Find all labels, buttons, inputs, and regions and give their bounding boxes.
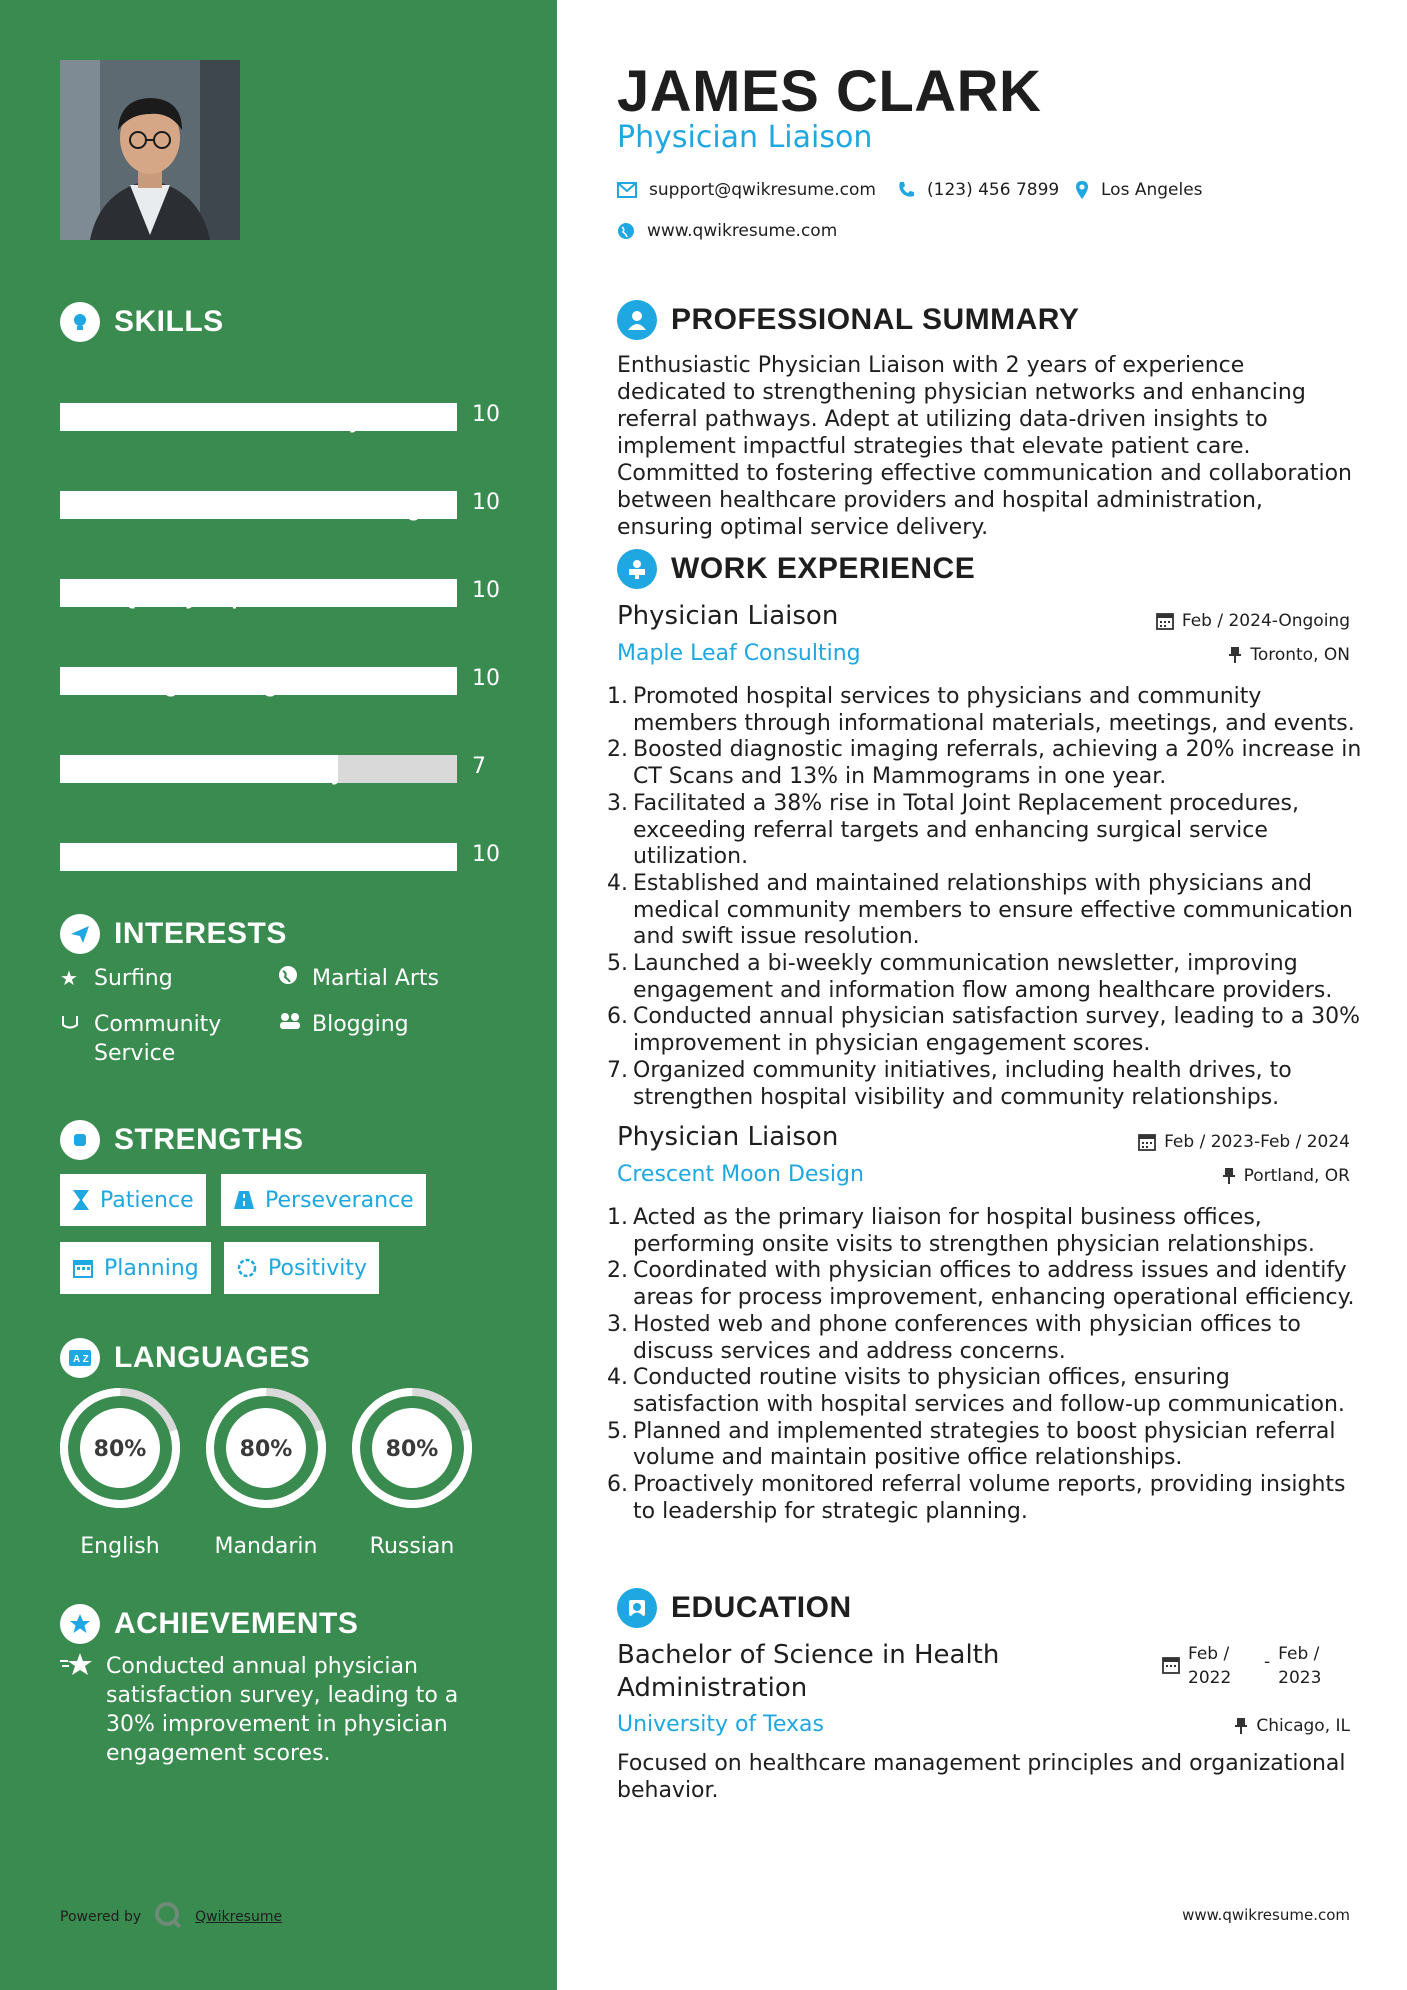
globe-icon: [278, 964, 302, 993]
job-dates-text: Feb / 2023-Feb / 2024: [1164, 1132, 1350, 1152]
svg-text:A Z: A Z: [73, 1354, 89, 1365]
interest-label: Surfing: [94, 966, 173, 991]
contact-phone: [897, 180, 1059, 200]
paper-plane-icon: [60, 914, 100, 954]
education-location-text: Chicago, IL: [1256, 1716, 1350, 1736]
star-icon: [60, 1652, 94, 1768]
skill-value: 10: [472, 490, 500, 515]
achievement-text: Conducted annual physician satisfaction survey, leading to a 30% improvement in physician engagement scores.: [106, 1654, 459, 1766]
strength-chip: [224, 1242, 379, 1294]
bullet-text: Established and maintained relationships with physicians and medical community members to ensure effective communication and swift issue resolution.: [633, 870, 1353, 950]
interest-item: [278, 1010, 478, 1039]
bullet-text: Proactively monitored referral volume reports, providing insights to leadership for strategic planning.: [633, 1472, 1346, 1524]
pushpin-icon: [1234, 1717, 1248, 1735]
skill-bar-fill: [60, 667, 457, 695]
bullet-text: Boosted diagnostic imaging referrals, achieving a 20% increase in CT Scans and 13% in Mammograms in one year.: [633, 737, 1362, 790]
pushpin-icon: [1228, 646, 1242, 664]
strengths-heading: [60, 1120, 304, 1160]
strength-chip: [60, 1174, 206, 1226]
skill-bar-fill: [60, 755, 338, 783]
star-icon: ★: [60, 966, 78, 990]
strength-label: Patience: [100, 1187, 194, 1213]
bullet-text: Conducted routine visits to physician offices, ensuring satisfaction with hospital services and follow-up communication.: [633, 1365, 1345, 1417]
bullet-text: Conducted annual physician satisfaction survey, leading to a 30% improvement in physician engagement scores.: [633, 1004, 1361, 1057]
bullet-text: Promoted hospital services to physicians and community members through informational materials, meetings, and events.: [633, 684, 1355, 736]
list-item: 1. Promoted hospital services to physicians and community members through informational materials, meetings, and events.: [607, 684, 1362, 737]
pushpin-icon: [1222, 1167, 1236, 1185]
qwikresume-link[interactable]: Qwikresume: [195, 1909, 283, 1925]
powered-label: Powered by: [60, 1909, 142, 1925]
language-item: [58, 1386, 182, 1559]
phone-icon: [897, 181, 915, 199]
location-text: Los Angeles: [1101, 180, 1203, 200]
list-item: 2. Boosted diagnostic imaging referrals, achieving a 20% increase in CT Scans and 13% in Mammograms in one year.: [607, 737, 1362, 790]
strengths-title: STRENGTHS: [114, 1123, 304, 1156]
calendar-icon: [1156, 612, 1174, 630]
bullet-text: Coordinated with physician offices to address issues and identify areas for process improvement, enhancing operational efficiency.: [633, 1258, 1355, 1311]
job-location-text: Toronto, ON: [1250, 645, 1350, 665]
list-item: 5. Launched a bi-weekly communication newsletter, improving engagement and information flow among healthcare providers.: [607, 951, 1362, 1004]
job-location: [1228, 645, 1350, 665]
skill-bar: [60, 843, 457, 871]
calendar-icon: [1138, 1133, 1156, 1151]
list-item: 2. Coordinated with physician offices to address issues and identify areas for process improvement, enhancing operational efficiency.: [607, 1258, 1362, 1311]
calendar-icon: [72, 1257, 94, 1279]
school-name: University of Texas: [617, 1712, 824, 1737]
education-location: [1234, 1716, 1350, 1736]
interest-label: Martial Arts: [312, 966, 440, 991]
candidate-name: JAMES CLARK: [617, 59, 1042, 124]
language-ring: [350, 1386, 474, 1510]
education-end: Feb / 2023: [1278, 1644, 1322, 1688]
main-content: [557, 0, 1407, 1990]
language-name: English: [80, 1534, 160, 1559]
skill-bar: [60, 579, 457, 607]
skill-bar-fill: [60, 491, 457, 519]
globe-icon: [617, 222, 635, 240]
website-text[interactable]: www.qwikresume.com: [647, 221, 838, 241]
job-dates: [1156, 611, 1350, 631]
list-item: 5. Planned and implemented strategies to boost physician referral volume and maintain positive office relationships.: [607, 1419, 1362, 1472]
star-badge-icon: [60, 1604, 100, 1644]
skill-bar-fill: [60, 403, 457, 431]
language-percent: 80%: [239, 1437, 293, 1462]
skill-bar-fill: [60, 579, 457, 607]
interests-heading: [60, 914, 287, 954]
language-ring: [58, 1386, 182, 1510]
contact-location: [1075, 180, 1203, 200]
translate-icon: [60, 1338, 100, 1378]
education-heading: [617, 1588, 852, 1628]
language-name: Mandarin: [214, 1534, 318, 1559]
job-dates-text: Feb / 2024-Ongoing: [1181, 611, 1350, 631]
language-item: [204, 1386, 328, 1559]
interest-label: Blogging: [312, 1012, 409, 1037]
skill-bar: [60, 755, 457, 783]
profile-photo: [60, 60, 240, 240]
bullet-text: Organized community initiatives, including health drives, to strengthen hospital visibility and community relationships.: [633, 1057, 1292, 1110]
bullet-text: Hosted web and phone conferences with physician offices to discuss services and address concerns.: [633, 1311, 1301, 1364]
contact-website: [617, 221, 837, 241]
list-item: 1. Acted as the primary liaison for hospital business offices, performing onsite visits to strengthen physician relationships.: [607, 1205, 1362, 1258]
heart-hand-icon: [60, 1010, 84, 1068]
skill-bar: [60, 403, 457, 431]
strength-chip: [60, 1242, 211, 1294]
briefcase-user-icon: [617, 549, 657, 589]
languages-heading: [60, 1338, 310, 1378]
job-company: Maple Leaf Consulting: [617, 641, 861, 666]
phone-text: (123) 456 7899: [927, 180, 1060, 200]
interest-label: Community Service: [94, 1012, 222, 1066]
job-company: Crescent Moon Design: [617, 1162, 864, 1187]
language-name: Russian: [369, 1534, 455, 1559]
strength-label: Positivity: [268, 1255, 368, 1281]
skill-value: 10: [472, 666, 500, 691]
list-item: 6. Proactively monitored referral volume reports, providing insights to leadership for strategic planning.: [607, 1472, 1362, 1525]
summary-heading: [617, 300, 1079, 340]
job-bullets: [607, 1205, 1362, 1525]
candidate-role: Physician Liaison: [617, 120, 873, 155]
powered-by: [60, 1900, 282, 1934]
users-icon: [278, 1010, 302, 1039]
skill-value: 10: [472, 842, 500, 867]
education-start: Feb / 2022: [1188, 1644, 1232, 1688]
achievement-item: [60, 1652, 500, 1768]
list-item: 4. Established and maintained relationships with physicians and medical community members to ensure effective communication and swift issue resolution.: [607, 871, 1362, 951]
skill-value: 7: [472, 754, 486, 779]
road-icon: [233, 1190, 255, 1210]
skill-value: 10: [472, 402, 500, 427]
job-title: Physician Liaison: [617, 601, 839, 631]
languages-title: LANGUAGES: [114, 1341, 311, 1374]
list-item: 7. Organized community initiatives, including health drives, to strengthen hospital visibility and community relationships.: [607, 1058, 1362, 1111]
bullet-text: Launched a bi-weekly communication newsletter, improving engagement and information flow among healthcare providers.: [633, 951, 1333, 1003]
skill-bar: [60, 491, 457, 519]
skills-heading: [60, 302, 224, 342]
education-title: EDUCATION: [671, 1591, 852, 1624]
graduate-icon: [617, 1588, 657, 1628]
strength-chip: [221, 1174, 426, 1226]
experience-heading: [617, 549, 975, 589]
skill-bar: [60, 667, 457, 695]
job-title: Physician Liaison: [617, 1122, 839, 1152]
email-text[interactable]: support@qwikresume.com: [649, 180, 876, 200]
sun-icon: [236, 1257, 258, 1279]
list-item: 3. Facilitated a 38% rise in Total Joint Replacement procedures, exceeding referral targets and enhancing surgical service utilization.: [607, 791, 1362, 871]
calendar-icon: [1162, 1656, 1180, 1674]
qwikresume-logo-icon: [153, 1900, 183, 1934]
language-ring: [204, 1386, 328, 1510]
strength-label: Perseverance: [265, 1187, 414, 1213]
achievements-heading: [60, 1604, 358, 1644]
skill-value: 10: [472, 578, 500, 603]
interest-item: [60, 1010, 250, 1068]
language-percent: 80%: [385, 1437, 439, 1462]
contact-email: [617, 180, 876, 200]
strength-label: Planning: [104, 1255, 199, 1281]
education-dates: [1162, 1642, 1328, 1690]
list-item: 3. Hosted web and phone conferences with physician offices to discuss services and address concerns.: [607, 1312, 1362, 1365]
language-percent: 80%: [93, 1437, 147, 1462]
footer-url[interactable]: www.qwikresume.com: [1182, 1906, 1350, 1924]
interest-item: [60, 964, 260, 993]
education-description: Focused on healthcare management principles and organizational behavior.: [617, 1751, 1346, 1803]
language-item: [350, 1386, 474, 1559]
skill-bar-fill: [60, 843, 457, 871]
degree-title: Bachelor of Science in Health Administration: [617, 1640, 1000, 1703]
list-item: 6. Conducted annual physician satisfaction survey, leading to a 30% improvement in physician engagement scores.: [607, 1004, 1361, 1057]
bullet-text: Facilitated a 38% rise in Total Joint Replacement procedures, exceeding referral targets and enhancing surgical service utilization.: [633, 790, 1299, 870]
education-dash: -: [1264, 1652, 1271, 1672]
lightbulb-icon: [60, 302, 100, 342]
hourglass-icon: [72, 1189, 90, 1211]
summary-text: Enthusiastic Physician Liaison with 2 years of experience dedicated to strengthening physician networks and enhancing referral pathways. Adept at utilizing data-driven insights to implement impactful strategies that elevate patient care. Committed to fostering effective communication and collaboration between healthcare providers and hospital administration, ensuring optimal service delivery.: [617, 353, 1352, 540]
job-bullets: [607, 684, 1362, 1111]
job-location-text: Portland, OR: [1243, 1166, 1350, 1186]
bullet-text: Planned and implemented strategies to boost physician referral volume and maintain positive office relationships.: [633, 1418, 1336, 1471]
map-pin-icon: [1075, 180, 1089, 200]
user-icon: [617, 300, 657, 340]
list-item: 4. Conducted routine visits to physician offices, ensuring satisfaction with hospital services and follow-up communication.: [607, 1365, 1362, 1418]
skills-title: SKILLS: [114, 305, 224, 338]
summary-title: PROFESSIONAL SUMMARY: [671, 303, 1080, 336]
bullet-text: Acted as the primary liaison for hospital business offices, performing onsite visits to strengthen physician relationships.: [633, 1205, 1315, 1257]
job-location: [1222, 1166, 1350, 1186]
interests-title: INTERESTS: [114, 917, 287, 950]
sidebar: [0, 0, 557, 1990]
envelope-icon: [617, 182, 637, 198]
fist-icon: [60, 1120, 100, 1160]
job-dates: [1138, 1132, 1350, 1152]
experience-title: WORK EXPERIENCE: [671, 552, 976, 585]
interest-item: [278, 964, 498, 993]
achievements-title: ACHIEVEMENTS: [114, 1607, 359, 1640]
